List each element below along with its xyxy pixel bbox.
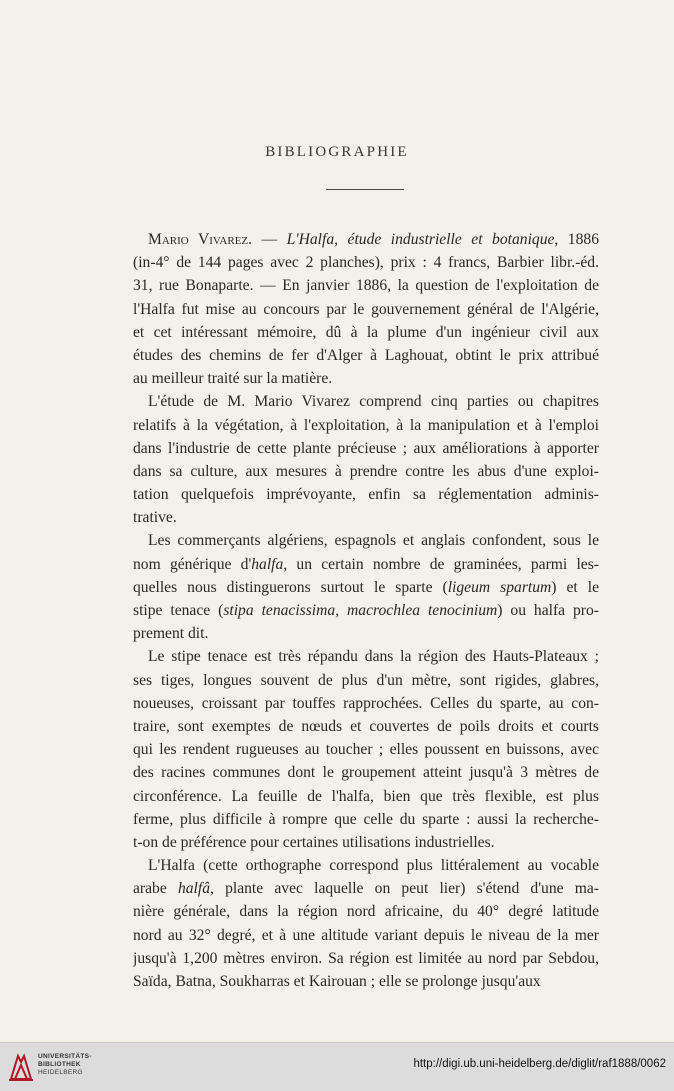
page-title: BIBLIOGRAPHIE bbox=[265, 144, 409, 160]
text-line: L'Halfa (cette orthographe correspond plus littéralement au vocable bbox=[148, 857, 599, 875]
text-line: des racines communes dont le groupement atteint jusqu'à 3 mètres de bbox=[133, 764, 599, 782]
text-line: t-on de préférence pour certaines utilisations industrielles. bbox=[133, 833, 495, 851]
source-url-link[interactable]: http://digi.ub.uni-heidelberg.de/diglit/raf1888/0062 bbox=[413, 1058, 666, 1070]
text-line: trative. bbox=[133, 509, 177, 527]
text-line: nord au 32° degré, et à une altitude variant depuis le niveau de la mer bbox=[133, 926, 599, 944]
text-line: prement dit. bbox=[133, 625, 209, 643]
library-name bbox=[38, 1053, 92, 1077]
article-body bbox=[133, 228, 599, 993]
text-line: ferme, plus difficile à rompre que celle du sparte : aussi la recherche- bbox=[133, 810, 599, 828]
title-divider bbox=[326, 189, 404, 190]
text-line: dans l'industrie de cette plante précieuse ; aux améliorations à apporter bbox=[133, 439, 599, 457]
text-line: traire, sont exemptes de nœuds et couvertes de poils droits et courts bbox=[133, 717, 599, 735]
text-line: au meilleur traité sur la matière. bbox=[133, 370, 333, 388]
text-line: et cet intéressant mémoire, dû à la plume d'un ingénieur civil aux bbox=[133, 323, 599, 341]
text-line: noueuses, croissant par touffes rapprochées. Celles du sparte, au con- bbox=[133, 694, 599, 712]
text-line: ses tiges, longues souvent de plus d'un mètre, sont rigides, glabres, bbox=[133, 671, 599, 689]
text-line: nière générale, dans la région nord africaine, du 40° degré latitude bbox=[133, 903, 599, 921]
text-line: arabe halfâ, plante avec laquelle on peut lier) s'étend d'une ma- bbox=[133, 880, 599, 898]
text-line: études des chemins de fer d'Alger à Laghouat, obtint le prix attribué bbox=[133, 346, 599, 364]
text-line: 31, rue Bonaparte. — En janvier 1886, la question de l'exploitation de bbox=[133, 277, 599, 295]
text-line: Les commerçants algériens, espagnols et anglais confondent, sous le bbox=[148, 532, 599, 550]
text-line: tation quelquefois imprévoyante, enfin sa réglementation adminis- bbox=[133, 486, 599, 504]
text-line: (in-4° de 144 pages avec 2 planches), prix : 4 francs, Barbier libr.-éd. bbox=[133, 254, 599, 272]
text-line: Saïda, Batna, Soukharras et Kairouan ; elle se prolonge jusqu'aux bbox=[133, 973, 541, 990]
text-line: nom générique d'halfa, un certain nombre de graminées, parmi les- bbox=[133, 555, 599, 573]
footer-bar bbox=[0, 1042, 674, 1091]
library-name-line3: HEIDELBERG bbox=[38, 1069, 83, 1076]
text-line: L'étude de M. Mario Vivarez comprend cinq parties ou chapitres bbox=[148, 393, 599, 411]
text-line: quelles nous distinguerons surtout le sparte (ligeum spartum) et le bbox=[133, 578, 599, 596]
text-line: l'Halfa fut mise au concours par le gouvernement général de l'Algérie, bbox=[133, 300, 599, 318]
text-line: Mario Vivarez. — L'Halfa, étude industrielle et botanique, 1886 bbox=[148, 231, 599, 248]
library-name-line2: BIBLIOTHEK bbox=[38, 1061, 81, 1068]
text-line: stipe tenace (stipa tenacissima, macrochlea tenocinium) ou halfa pro- bbox=[133, 602, 599, 619]
text-line: qui les rendent rugueuses au toucher ; elles poussent en buissons, avec bbox=[133, 741, 599, 759]
text-line: dans sa culture, aux mesures à prendre contre les abus d'une exploi- bbox=[133, 462, 599, 480]
library-name-line1: UNIVERSITÄTS- bbox=[38, 1053, 92, 1060]
university-library-logo-icon[interactable] bbox=[8, 1052, 34, 1082]
text-line: Le stipe tenace est très répandu dans la région des Hauts-Plateaux ; bbox=[148, 648, 599, 666]
text-line: relatifs à la végétation, à l'exploitation, à la manipulation et à l'emploi bbox=[133, 416, 599, 434]
text-line: jusqu'à 1,200 mètres environ. Sa région est limitée au nord par Sebdou, bbox=[133, 949, 599, 967]
text-line: circonférence. La feuille de l'halfa, bien que très flexible, est plus bbox=[133, 787, 599, 805]
